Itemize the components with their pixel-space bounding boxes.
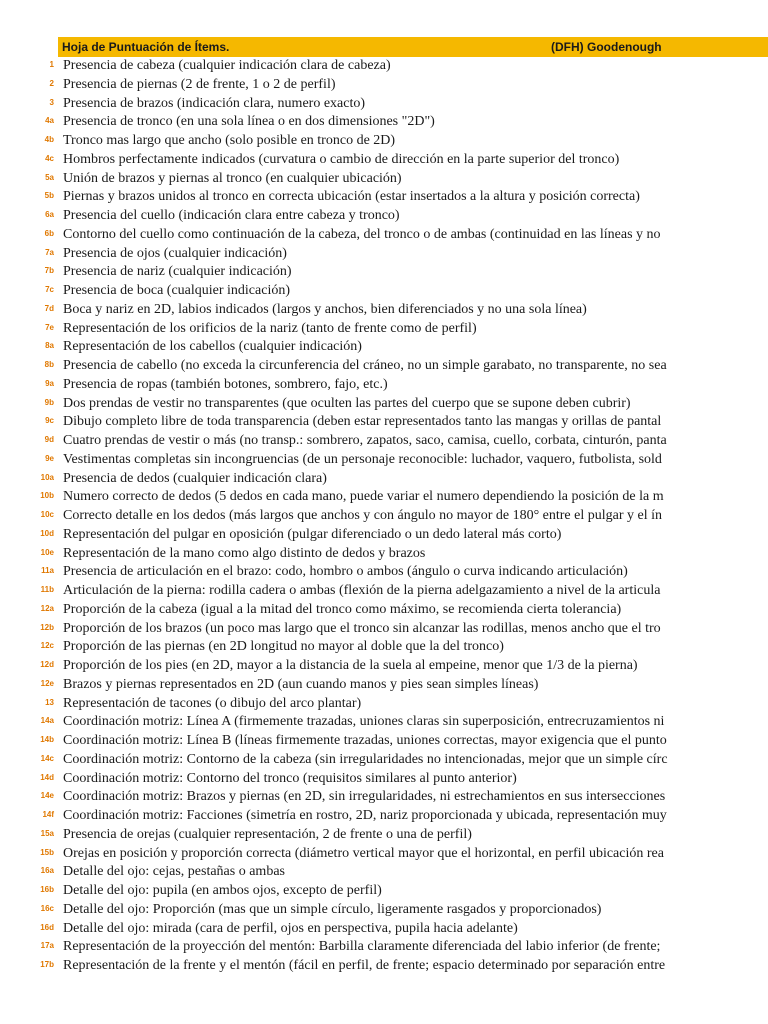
item-text: Representación de la mano como algo distinto de dedos y brazos xyxy=(63,545,426,561)
item-text: Presencia de tronco (en una sola línea o en dos dimensiones "2D") xyxy=(63,114,435,130)
item-text: Representación de tacones (o dibujo del arco plantar) xyxy=(63,695,362,711)
item-number: 17a xyxy=(40,941,54,951)
item-text: Boca y nariz en 2D, labios indicados (largos y anchos, bien diferenciados y no una sola línea) xyxy=(63,301,587,317)
item-number: 17b xyxy=(40,960,54,969)
item-text: Coordinación motriz: Línea A (firmemente trazadas, uniones claras sin superposición, entrecruzamientos ni xyxy=(63,714,665,730)
list-item xyxy=(0,376,768,395)
item-text: Coordinación motriz: Brazos y piernas (en 2D, sin irregularidades, ni estrechamientos en sus intersecciones xyxy=(63,789,666,805)
item-number: 5a xyxy=(45,172,54,182)
item-text: Contorno del cuello como continuación de la cabeza, del tronco o de ambas (continuidad en las líneas y no xyxy=(63,226,661,242)
list-item xyxy=(0,545,768,564)
list-item xyxy=(0,582,768,601)
item-number: 9e xyxy=(45,453,54,463)
item-number: 12d xyxy=(40,660,54,669)
list-item xyxy=(0,207,768,226)
list-item xyxy=(0,920,768,939)
item-number: 7a xyxy=(45,247,54,257)
item-number: 9a xyxy=(45,378,54,388)
item-text: Presencia de cabello (no exceda la circunferencia del cráneo, no un simple garabato, no transparente, no sea xyxy=(63,358,667,373)
item-number: 14b xyxy=(40,735,54,744)
item-number: 5b xyxy=(44,191,54,201)
list-item xyxy=(0,170,768,189)
item-number: 7d xyxy=(44,303,54,313)
item-text: Presencia de nariz (cualquier indicación) xyxy=(63,264,292,280)
item-text: Presencia de boca (cualquier indicación) xyxy=(63,283,291,298)
item-number: 10e xyxy=(40,547,54,557)
item-text: Detalle del ojo: pupila (en ambos ojos, excepto de perfil) xyxy=(63,883,382,898)
item-number: 8a xyxy=(45,341,54,351)
item-text: Dibujo completo libre de toda transparencia (deben estar representados tanto las mangas y orillas de pantal xyxy=(63,414,662,430)
item-number: 14f xyxy=(42,810,54,819)
list-item xyxy=(0,770,768,789)
item-number: 7b xyxy=(44,266,54,276)
list-item xyxy=(0,938,768,957)
item-text: Orejas en posición y proporción correcta (diámetro vertical mayor que el horizontal, en perfil ubicación rea xyxy=(63,845,664,861)
item-text: Coordinación motriz: Línea B (líneas firmemente trazadas, uniones correctas, mayor exigencia que el punto xyxy=(63,733,667,748)
item-number: 16b xyxy=(40,885,54,894)
item-number: 15b xyxy=(40,847,54,857)
item-text: Unión de brazos y piernas al tronco (en cualquier ubicación) xyxy=(63,170,402,186)
item-text: Dos prendas de vestir no transparentes (que oculten las partes del cuerpo que se supone deben cubrir) xyxy=(63,395,631,411)
list-item xyxy=(0,357,768,376)
item-number: 13 xyxy=(45,697,54,707)
list-item xyxy=(0,807,768,826)
list-item xyxy=(0,320,768,339)
list-item xyxy=(0,507,768,526)
list-item xyxy=(0,451,768,470)
item-number: 16d xyxy=(40,922,54,932)
item-number: 11b xyxy=(40,585,54,594)
item-number: 10a xyxy=(40,472,54,482)
item-number: 9b xyxy=(44,397,54,407)
item-text: Presencia de dedos (cualquier indicación clara) xyxy=(63,470,327,486)
item-text: Detalle del ojo: mirada (cara de perfil, ojos en perspectiva, pupila hacia adelante) xyxy=(63,920,518,936)
list-item xyxy=(0,657,768,676)
list-item xyxy=(0,395,768,414)
item-number: 16a xyxy=(40,866,54,876)
item-text: Presencia del cuello (indicación clara entre cabeza y tronco) xyxy=(63,208,400,223)
item-text: Representación de la proyección del mentón: Barbilla claramente diferenciada del labio inferior (de frente; xyxy=(63,939,661,955)
item-text: Presencia de piernas (2 de frente, 1 o 2 de perfil) xyxy=(63,76,336,92)
item-number: 1 xyxy=(49,60,54,69)
item-number: 4a xyxy=(45,116,54,126)
item-text: Representación de los orificios de la nariz (tanto de frente como de perfil) xyxy=(63,320,477,336)
items-list xyxy=(0,57,768,976)
list-item xyxy=(0,57,768,76)
item-number: 16c xyxy=(40,903,54,913)
item-text: Presencia de brazos (indicación clara, numero exacto) xyxy=(63,95,366,111)
item-number: 7e xyxy=(45,322,54,332)
list-item xyxy=(0,601,768,620)
item-number: 14d xyxy=(40,772,54,782)
list-item xyxy=(0,488,768,507)
item-number: 12b xyxy=(40,622,54,632)
item-text: Proporción de los brazos (un poco mas largo que el tronco sin alcanzar las rodillas, menos ancho que el tro xyxy=(63,620,661,636)
list-item xyxy=(0,132,768,151)
item-text: Presencia de cabeza (cualquier indicación clara de cabeza) xyxy=(63,58,391,73)
list-item xyxy=(0,676,768,695)
item-number: 8b xyxy=(44,360,54,369)
list-item xyxy=(0,826,768,845)
item-text: Proporción de la cabeza (igual a la mitad del tronco como máximo, se recomienda cierta tolerancia) xyxy=(63,601,622,617)
list-item xyxy=(0,563,768,582)
sheet-title: Hoja de Puntuación de Ítems. xyxy=(62,40,230,54)
list-item xyxy=(0,432,768,451)
list-item xyxy=(0,113,768,132)
item-number: 10d xyxy=(40,528,54,538)
list-item xyxy=(0,338,768,357)
item-text: Presencia de ojos (cualquier indicación) xyxy=(63,245,287,261)
list-item xyxy=(0,226,768,245)
item-text: Brazos y piernas representados en 2D (aun cuando manos y pies sean simples líneas) xyxy=(63,676,539,692)
item-number: 2 xyxy=(49,78,54,88)
item-number: 4b xyxy=(44,135,54,144)
item-number: 12c xyxy=(40,641,54,651)
item-number: 15a xyxy=(40,828,54,838)
list-item xyxy=(0,188,768,207)
list-item xyxy=(0,751,768,770)
item-text: Proporción de los pies (en 2D, mayor a la distancia de la suela al empeine, menor que 1/3 de la pierna) xyxy=(63,658,638,673)
list-item xyxy=(0,957,768,976)
list-item xyxy=(0,76,768,95)
item-text: Coordinación motriz: Facciones (simetría en rostro, 2D, nariz proporcionada y ubicada, representación muy xyxy=(63,808,667,823)
item-number: 10c xyxy=(40,510,54,519)
item-text: Presencia de orejas (cualquier representación, 2 de frente o una de perfil) xyxy=(63,826,472,842)
list-item xyxy=(0,901,768,920)
list-item xyxy=(0,863,768,882)
test-name: (DFH) Goodenough xyxy=(551,40,662,54)
list-item xyxy=(0,695,768,714)
item-number: 14a xyxy=(40,716,54,726)
list-item xyxy=(0,620,768,639)
item-text: Representación del pulgar en oposición (pulgar diferenciado o un dedo lateral más corto) xyxy=(63,526,562,542)
item-number: 3 xyxy=(49,97,54,107)
list-item xyxy=(0,413,768,432)
list-item xyxy=(0,882,768,901)
item-number: 14c xyxy=(40,753,54,763)
item-text: Representación de los cabellos (cualquier indicación) xyxy=(63,339,362,355)
list-item xyxy=(0,526,768,545)
item-number: 6b xyxy=(44,228,54,238)
item-text: Coordinación motriz: Contorno del tronco (requisitos similares al punto anterior) xyxy=(63,770,517,786)
list-item xyxy=(0,282,768,301)
item-text: Piernas y brazos unidos al tronco en correcta ubicación (estar insertados a la altura y posición correcta) xyxy=(63,189,640,205)
list-item xyxy=(0,245,768,264)
item-text: Proporción de las piernas (en 2D longitud no mayor al doble que la del tronco) xyxy=(63,639,504,655)
item-number: 11a xyxy=(41,566,54,576)
item-text: Hombros perfectamente indicados (curvatura o cambio de dirección en la parte superior del tronco) xyxy=(63,151,620,167)
item-text: Representación de la frente y el mentón (fácil en perfil, de frente; espacio determinado por separación entre xyxy=(63,958,666,973)
item-text: Presencia de articulación en el brazo: codo, hombro o ambos (ángulo o curva indicando articulación) xyxy=(63,564,628,580)
list-item xyxy=(0,638,768,657)
item-number: 10b xyxy=(40,491,54,501)
list-item xyxy=(0,713,768,732)
item-text: Numero correcto de dedos (5 dedos en cada mano, puede variar el numero dependiendo la posición de la m xyxy=(63,489,664,505)
list-item xyxy=(0,732,768,751)
sheet-header xyxy=(58,37,768,57)
item-text: Detalle del ojo: Proporción (mas que un simple círculo, ligeramente rasgados y proporcionados) xyxy=(63,901,602,917)
item-text: Correcto detalle en los dedos (más largos que anchos y con ángulo no mayor de 180° entre el pulgar y el ín xyxy=(63,508,663,523)
list-item xyxy=(0,788,768,807)
list-item xyxy=(0,301,768,320)
item-number: 14e xyxy=(40,791,54,801)
item-number: 9d xyxy=(44,435,54,444)
item-number: 4c xyxy=(45,153,54,163)
item-text: Coordinación motriz: Contorno de la cabeza (sin irregularidades no intencionadas, mejor que un simple círc xyxy=(63,751,668,767)
item-number: 12a xyxy=(40,603,54,613)
list-item xyxy=(0,470,768,489)
item-text: Presencia de ropas (también botones, sombrero, fajo, etc.) xyxy=(63,376,388,392)
item-number: 12e xyxy=(40,678,54,688)
item-number: 6a xyxy=(45,210,54,219)
list-item xyxy=(0,95,768,114)
item-number: 7c xyxy=(45,285,54,294)
item-text: Tronco mas largo que ancho (solo posible en tronco de 2D) xyxy=(63,133,396,148)
item-number: 9c xyxy=(45,416,54,426)
item-text: Detalle del ojo: cejas, pestañas o ambas xyxy=(63,864,285,880)
list-item xyxy=(0,263,768,282)
list-item xyxy=(0,845,768,864)
item-text: Cuatro prendas de vestir o más (no transp.: sombrero, zapatos, saco, camisa, cuello, corbata, cinturón, panta xyxy=(63,433,667,448)
item-text: Articulación de la pierna: rodilla cadera o ambas (flexión de la pierna adelgazamiento a nivel de la articula xyxy=(63,583,661,598)
item-text: Vestimentas completas sin incongruencias (de un personaje reconocible: luchador, vaquero, futbolista, sold xyxy=(63,451,662,467)
list-item xyxy=(0,151,768,170)
